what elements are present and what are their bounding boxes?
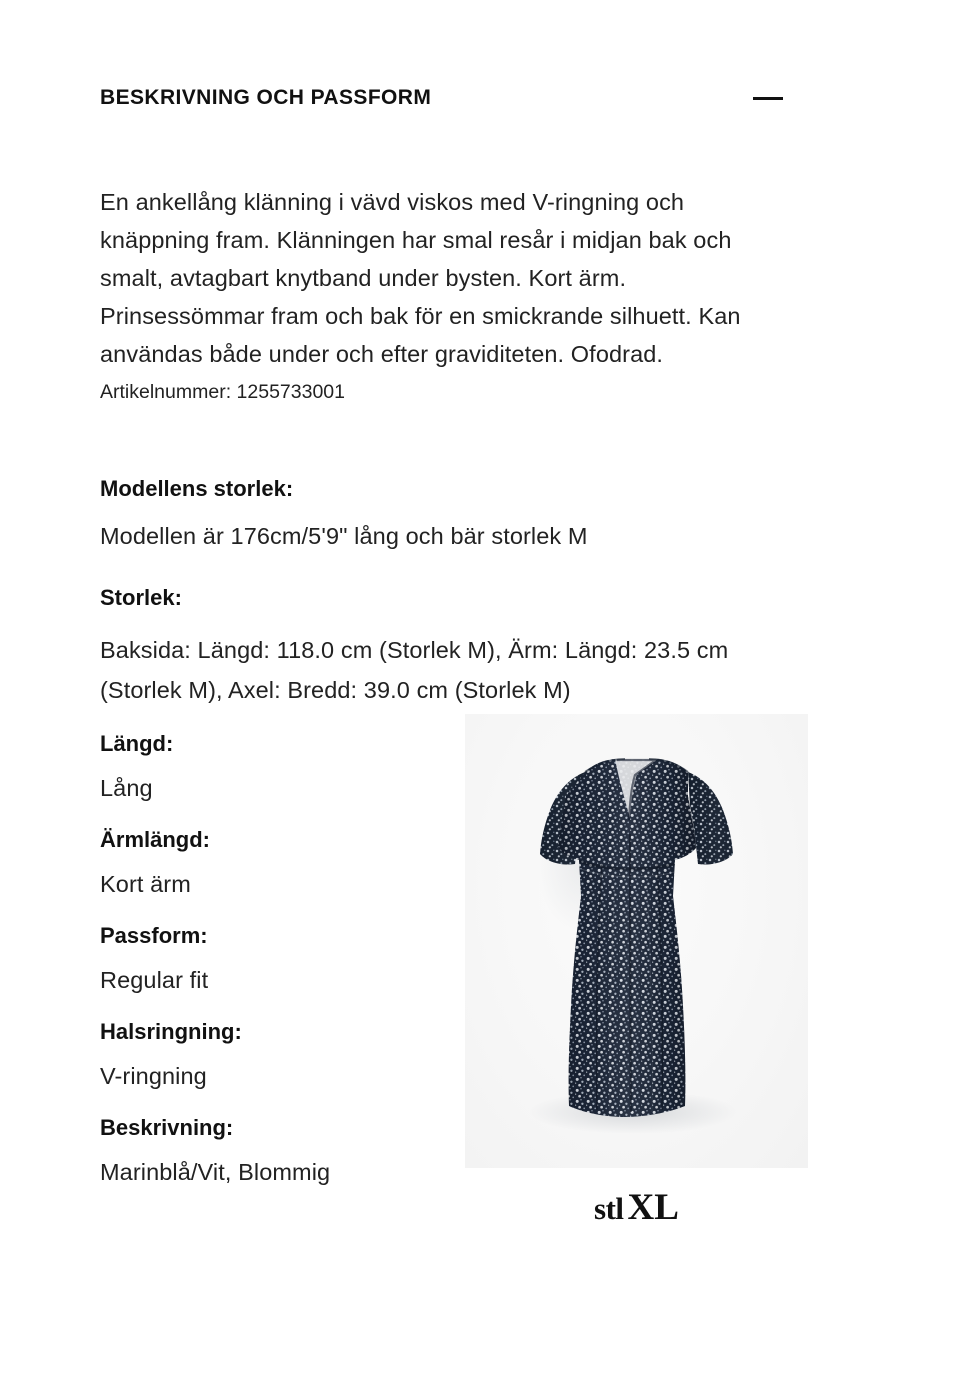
attribute-row-armlangd	[100, 825, 440, 900]
attribute-value: Lång	[100, 775, 153, 801]
attribute-row-passform	[100, 921, 440, 996]
attribute-label: Ärmlängd:	[100, 827, 210, 852]
attribute-label: Beskrivning:	[100, 1115, 234, 1140]
size-label: Storlek:	[100, 585, 182, 610]
product-image[interactable]	[465, 714, 808, 1168]
attribute-row-langd	[100, 729, 440, 804]
page-title: BESKRIVNING OCH PASSFORM	[100, 86, 432, 109]
attribute-value: Marinblå/Vit, Blommig	[100, 1159, 331, 1185]
minus-icon[interactable]	[753, 97, 783, 100]
model-size-value: Modellen är 176cm/5'9" lång och bär storlek M	[100, 523, 588, 549]
size-caption-value: XL	[627, 1187, 679, 1228]
attribute-label: Passform:	[100, 923, 208, 948]
attribute-label: Längd:	[100, 731, 174, 756]
product-description-text: En ankellång klänning i vävd viskos med V-ringning och knäppning fram. Klänningen har smal resår i midjan bak och smalt, avtagbart knytband under bysten. Kort ärm. Prinsessömmar fram och bak för en smickrande silhuett. Kan användas både under och efter graviditeten. Ofodrad.	[100, 188, 741, 367]
attribute-label: Halsringning:	[100, 1019, 242, 1044]
dress-illustration	[465, 714, 808, 1168]
size-caption-prefix: stl	[594, 1191, 624, 1226]
description-accordion-header[interactable]	[100, 78, 784, 118]
size-measurements: Baksida: Längd: 118.0 cm (Storlek M), Ärm: Längd: 23.5 cm (Storlek M), Axel: Bredd: 39.0 cm (Storlek M)	[100, 637, 729, 703]
attribute-list	[100, 729, 440, 1209]
article-number: Artikelnummer: 1255733001	[100, 381, 345, 403]
size-caption	[465, 1186, 808, 1229]
attribute-row-halsringning	[100, 1017, 440, 1092]
attribute-value: Regular fit	[100, 967, 209, 993]
attribute-row-beskrivning	[100, 1113, 440, 1188]
attribute-value: Kort ärm	[100, 871, 191, 897]
model-size-label: Modellens storlek:	[100, 476, 294, 501]
attribute-value: V-ringning	[100, 1063, 207, 1089]
